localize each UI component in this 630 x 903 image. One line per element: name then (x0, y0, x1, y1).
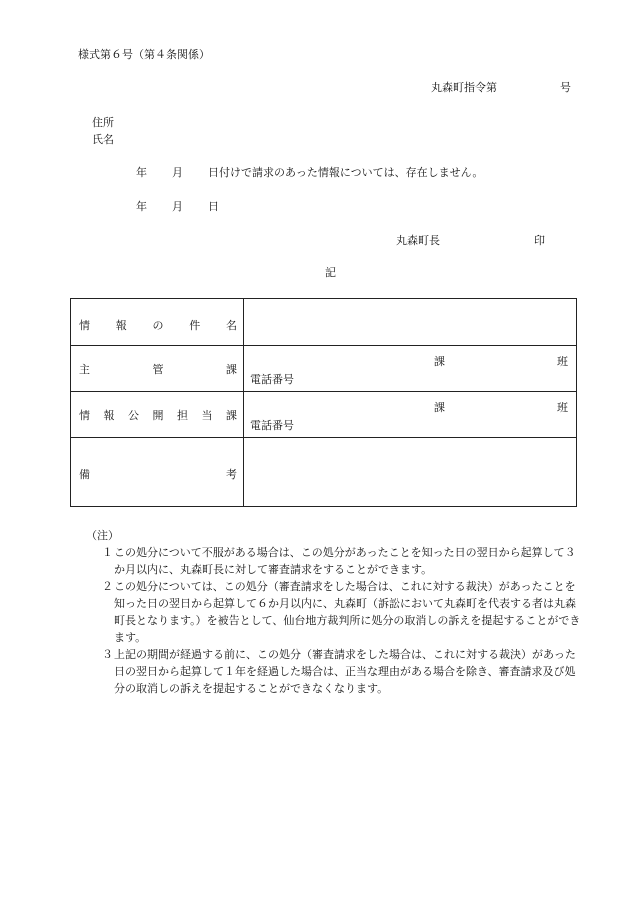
doc-number-prefix: 丸森町指令第 (431, 81, 497, 94)
label-char: 情 (79, 409, 90, 422)
form-number: 様式第６号（第４条関係） (78, 48, 210, 61)
label-char: 課 (226, 409, 237, 422)
month-label: 月 (172, 166, 183, 179)
year-label: 年 (136, 166, 147, 179)
label-char: 主 (79, 363, 90, 376)
label-char: 管 (152, 363, 164, 376)
value-cell[interactable] (244, 392, 577, 438)
section-team (434, 399, 568, 415)
note-text: 上記の期間が経過する前に、この処分（審査請求をした場合は、これに対する裁決）があった日の翌日から起算して１年を経過した場合は、正当な理由がある場合を除き、審査請求及び処分の取消しの訴えを提起することができなくなります。 (114, 648, 576, 695)
label-cell (71, 346, 244, 392)
tel-label: 電話番号 (250, 373, 294, 386)
tel-label: 電話番号 (250, 419, 294, 432)
value-cell[interactable] (244, 299, 577, 346)
label-char: 件 (189, 319, 201, 332)
label-cell (71, 438, 244, 507)
value-cell[interactable] (244, 346, 577, 392)
label-char: 備 (79, 468, 90, 481)
statement-text: 日付けで請求のあった情報については、存在しません。 (208, 166, 484, 179)
statement-line (136, 166, 483, 180)
label-char: 公 (128, 409, 139, 422)
note-text: この処分については、この処分（審査請求をした場合は、これに対する裁決）があったことを知った日の翌日から起算して６か月以内に、丸森町（訴訟において丸森町を代表する者は丸森町長となります。）を被告として、仙台地方裁判所に処分の取消しの訴えを提起することができます。 (114, 580, 581, 644)
address-label: 住所 (92, 116, 114, 129)
han-label: 班 (557, 401, 568, 414)
note-item (86, 544, 586, 578)
ka-label: 課 (434, 355, 445, 368)
note-item (86, 646, 586, 697)
label-char: 報 (115, 319, 127, 332)
section-team (434, 353, 568, 369)
han-label: 班 (557, 355, 568, 368)
label-cell (71, 392, 244, 438)
note-number: １ (102, 546, 113, 559)
label-char: 当 (201, 409, 213, 422)
doc-number-suffix: 号 (560, 81, 571, 94)
table-row (71, 346, 577, 392)
label-cell (71, 299, 244, 346)
mayor-title: 丸森町長 (396, 234, 440, 247)
date-line (136, 200, 219, 214)
label-char: の (152, 319, 164, 332)
label-char: 情 (79, 319, 90, 332)
notes-heading: （注） (86, 529, 119, 542)
label-char: 担 (177, 409, 188, 422)
label-char: 開 (152, 409, 164, 422)
name-label: 氏名 (92, 133, 114, 146)
table-row (71, 438, 577, 507)
month-label: 月 (172, 200, 183, 213)
label-char: 課 (226, 363, 237, 376)
ki-heading: 記 (325, 266, 336, 279)
label-char: 報 (103, 409, 115, 422)
note-text: この処分について不服がある場合は、この処分があったことを知った日の翌日から起算して３か月以内に、丸森町長に対して審査請求をすることができます。 (114, 546, 576, 576)
table-row (71, 299, 577, 346)
ka-label: 課 (434, 401, 445, 414)
value-cell[interactable] (244, 438, 577, 507)
note-item (86, 578, 586, 646)
table-row (71, 392, 577, 438)
day-label: 日 (208, 200, 219, 213)
label-char: 考 (226, 468, 237, 481)
info-table (70, 298, 577, 507)
notes-section (86, 527, 586, 697)
label-char: 名 (226, 319, 237, 332)
note-number: ２ (102, 580, 113, 593)
seal-mark: 印 (534, 234, 545, 247)
note-number: ３ (102, 648, 113, 661)
year-label: 年 (136, 200, 147, 213)
